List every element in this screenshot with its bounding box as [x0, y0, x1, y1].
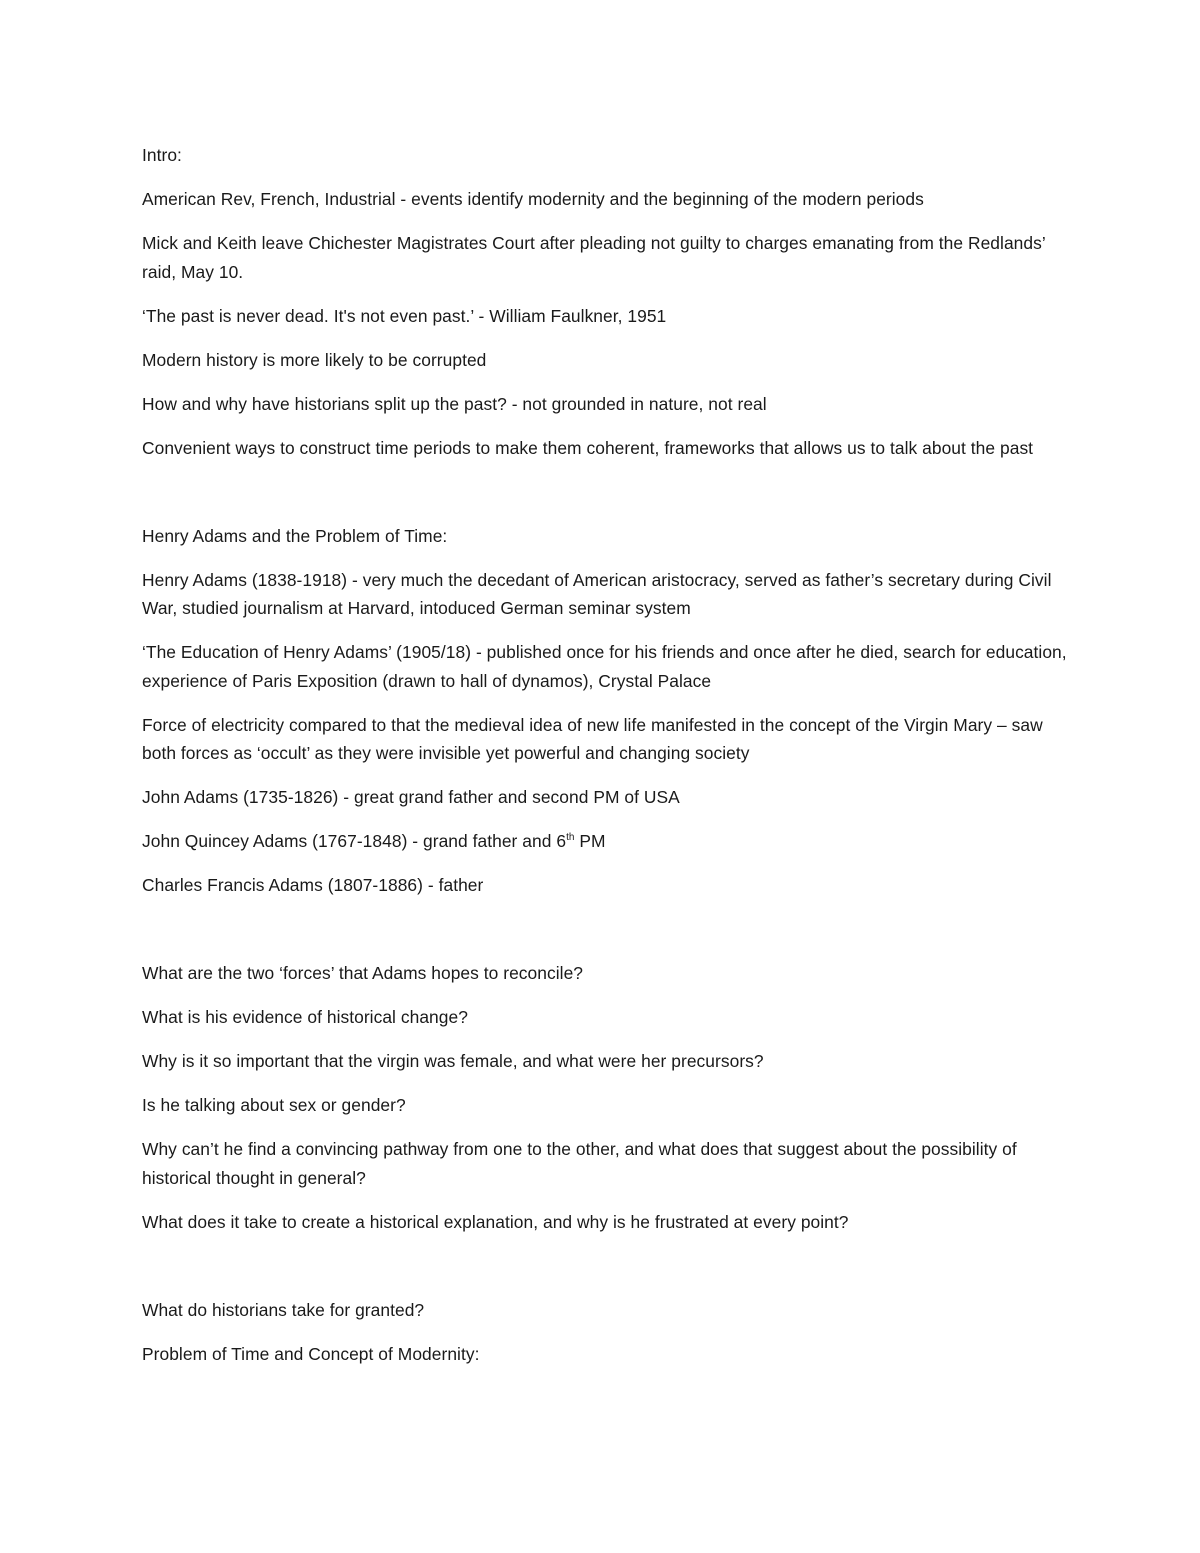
section-gap — [142, 1252, 1072, 1296]
intro-heading: Intro: — [142, 145, 182, 165]
question-evidence: What is his evidence of historical change? — [142, 1007, 468, 1027]
section-gap — [142, 478, 1072, 522]
intro-paragraph-frameworks: Convenient ways to construct time periods to make them coherent, frameworks that allows us to talk about the past — [142, 437, 1034, 458]
question-virgin-female: Why is it so important that the virgin was female, and what were her precursors? — [142, 1051, 764, 1071]
question-pathway: Why can’t he find a convincing pathway from one to the other, and what does that suggest about the possibility of historical thought in general? — [142, 1139, 1017, 1188]
intro-paragraph-mick-keith: Mick and Keith leave Chichester Magistrates Court after pleading not guilty to charges emanating from the Redlands’ raid, May 10. — [142, 233, 1046, 282]
jqa-text-suffix: PM — [574, 831, 606, 851]
jqa-text: John Quincey Adams (1767-1848) - grand father and 6 — [142, 831, 567, 851]
adams-paragraph-john-adams: John Adams (1735-1826) - great grand father and second PM of USA — [142, 787, 680, 807]
closing-heading-modernity: Problem of Time and Concept of Modernity: — [142, 1343, 480, 1364]
adams-paragraph-biography: Henry Adams (1838-1918) - very much the decedant of American aristocracy, served as father’s secretary during Civil War, studied journalism at Harvard, intoduced German seminar system — [142, 569, 1052, 618]
adams-paragraph-electricity: Force of electricity compared to that the medieval idea of new life manifested in the concept of the Virgin Mary – saw both forces as ‘occult’ as they were invisible yet powerful and changing society — [142, 714, 1043, 763]
question-explanation: What does it take to create a historical explanation, and why is he frustrated at every point? — [142, 1211, 849, 1232]
adams-paragraph-education: ‘The Education of Henry Adams’ (1905/18) - published once for his friends and once after he died, search for education, experience of Paris Exposition (drawn to hall of dynamos), Crystal Palace — [142, 642, 1067, 691]
intro-paragraph-faulkner-quote: ‘The past is never dead. It's not even past.’ - William Faulkner, 1951 — [142, 305, 667, 326]
intro-paragraph-split-past: How and why have historians split up the past? - not grounded in nature, not real — [142, 393, 767, 414]
adams-heading: Henry Adams and the Problem of Time: — [142, 525, 448, 546]
intro-paragraph-corrupted: Modern history is more likely to be corrupted — [142, 349, 487, 370]
document-body — [142, 141, 1072, 1384]
question-sex-gender: Is he talking about sex or gender? — [142, 1095, 406, 1115]
closing-paragraph-granted: What do historians take for granted? — [142, 1299, 425, 1320]
question-forces: What are the two ‘forces’ that Adams hopes to reconcile? — [142, 963, 584, 983]
section-gap — [142, 915, 1072, 959]
adams-paragraph-charles-francis-adams: Charles Francis Adams (1807-1886) - father — [142, 875, 484, 895]
adams-paragraph-john-quincey-adams — [142, 827, 1072, 856]
jqa-ordinal-superscript: th — [566, 832, 575, 843]
intro-paragraph-revolutions: American Rev, French, Industrial - events identify modernity and the beginning of the modern periods — [142, 189, 924, 209]
